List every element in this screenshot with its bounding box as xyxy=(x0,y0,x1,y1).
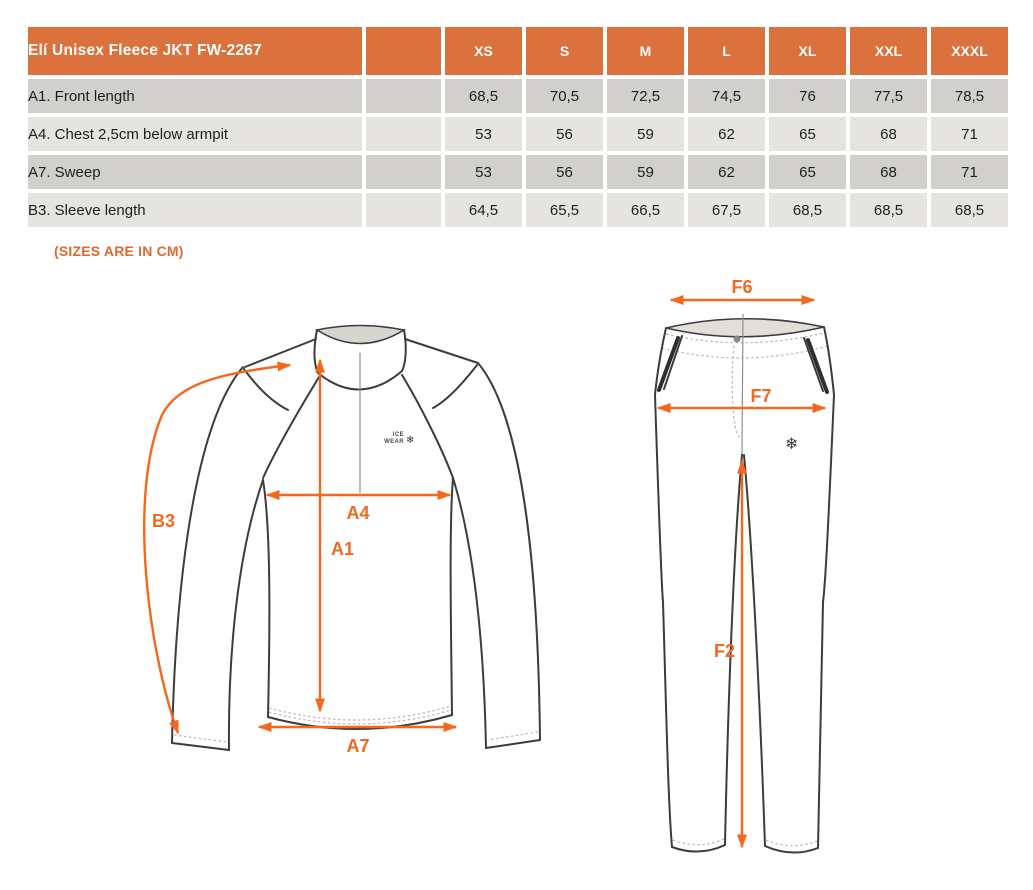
right-leg-inseam xyxy=(744,455,765,846)
left-sleeve-outer xyxy=(172,367,243,743)
left-raglan-seam xyxy=(263,377,319,478)
spacer-cell xyxy=(366,193,441,227)
waist-button xyxy=(734,336,741,343)
measure-label: A1. Front length xyxy=(28,79,362,113)
waistband-stitch-2 xyxy=(662,346,828,358)
measure-value: 71 xyxy=(931,117,1008,151)
left-sleeve-inner xyxy=(229,480,263,750)
table-row xyxy=(28,79,1008,113)
measure-value: 62 xyxy=(688,155,765,189)
size-chart-table xyxy=(24,23,1012,231)
table-header-row xyxy=(28,27,1008,75)
snowflake-icon: ❄ xyxy=(406,435,415,446)
measure-value: 59 xyxy=(607,155,684,189)
sleeve-length-label: B3 xyxy=(152,511,176,531)
measure-value: 53 xyxy=(445,155,522,189)
size-header-xl: XL xyxy=(769,27,846,75)
left-yoke-seam xyxy=(245,339,316,367)
right-hem xyxy=(765,846,818,853)
measure-value: 65 xyxy=(769,117,846,151)
front-length-label: A1 xyxy=(331,539,355,559)
measure-value: 68,5 xyxy=(931,193,1008,227)
measure-value: 68 xyxy=(850,117,927,151)
measure-value: 78,5 xyxy=(931,79,1008,113)
size-header-s: S xyxy=(526,27,603,75)
measure-value: 62 xyxy=(688,117,765,151)
measure-value: 68,5 xyxy=(769,193,846,227)
body-left-side xyxy=(263,480,269,717)
pants-diagram xyxy=(630,277,1030,890)
waist-inside xyxy=(666,319,824,337)
measure-label: A4. Chest 2,5cm below armpit xyxy=(28,117,362,151)
right-yoke-seam xyxy=(405,339,478,363)
left-yoke-bottom-seam xyxy=(244,369,288,410)
spacer-cell xyxy=(366,155,441,189)
measure-value: 53 xyxy=(445,117,522,151)
hem-stitch xyxy=(269,706,451,720)
icewear-logo-bottom: WEAR xyxy=(384,439,404,445)
table-row xyxy=(28,193,1008,227)
hip-label: F7 xyxy=(750,386,772,406)
spacer-cell xyxy=(366,79,441,113)
size-header-l: L xyxy=(688,27,765,75)
right-leg-outer xyxy=(818,327,834,848)
measure-value: 77,5 xyxy=(850,79,927,113)
inseam-label: F2 xyxy=(713,641,735,661)
right-yoke-bottom-seam xyxy=(433,365,477,408)
table-row xyxy=(28,117,1008,151)
measure-value: 67,5 xyxy=(688,193,765,227)
measure-value: 68 xyxy=(850,155,927,189)
measure-value: 56 xyxy=(526,155,603,189)
measure-value: 66,5 xyxy=(607,193,684,227)
right-raglan-seam xyxy=(402,375,453,478)
measure-value: 68,5 xyxy=(445,79,522,113)
size-header-m: M xyxy=(607,27,684,75)
snowflake-icon: ❄ xyxy=(785,434,799,453)
fleece-jacket-diagram xyxy=(120,295,580,795)
sweep-label: A7 xyxy=(346,736,370,756)
right-pocket-edge xyxy=(804,338,823,391)
left-hem-stitch xyxy=(673,839,724,845)
measure-value: 65 xyxy=(769,155,846,189)
measure-value: 74,5 xyxy=(688,79,765,113)
right-cuff xyxy=(486,740,540,748)
measure-value: 76 xyxy=(769,79,846,113)
measure-value: 64,5 xyxy=(445,193,522,227)
fly-stitch xyxy=(732,346,742,437)
measure-value: 68,5 xyxy=(850,193,927,227)
left-leg-outer xyxy=(655,328,672,847)
chest-label: A4 xyxy=(346,503,370,523)
right-sleeve-inner xyxy=(453,478,486,748)
left-cuff xyxy=(172,743,229,750)
icewear-logo-top: ICE xyxy=(392,432,404,438)
measure-value: 56 xyxy=(526,117,603,151)
measure-value: 65,5 xyxy=(526,193,603,227)
right-hem-stitch xyxy=(766,840,817,846)
waist-label: F6 xyxy=(731,277,753,297)
body-right-side xyxy=(451,478,453,715)
right-cuff-stitch xyxy=(488,732,538,740)
spacer-cell xyxy=(366,117,441,151)
measure-value: 72,5 xyxy=(607,79,684,113)
measure-label: A7. Sweep xyxy=(28,155,362,189)
size-header-xxl: XXL xyxy=(850,27,927,75)
measure-value: 70,5 xyxy=(526,79,603,113)
sizes-unit-note: (SIZES ARE IN CM) xyxy=(54,243,184,259)
measure-value: 59 xyxy=(607,117,684,151)
left-hem xyxy=(672,845,725,852)
measure-label: B3. Sleeve length xyxy=(28,193,362,227)
collar-inside xyxy=(317,326,404,344)
right-pocket-opening xyxy=(808,340,827,392)
product-title: Elí Unisex Fleece JKT FW-2267 xyxy=(28,27,362,75)
right-sleeve-outer xyxy=(478,363,540,740)
measure-value: 71 xyxy=(931,155,1008,189)
header-spacer-cell xyxy=(366,27,441,75)
table-row xyxy=(28,155,1008,189)
size-header-xxxl: XXXL xyxy=(931,27,1008,75)
left-pocket-edge xyxy=(664,336,682,389)
left-cuff-stitch xyxy=(174,735,227,742)
size-header-xs: XS xyxy=(445,27,522,75)
